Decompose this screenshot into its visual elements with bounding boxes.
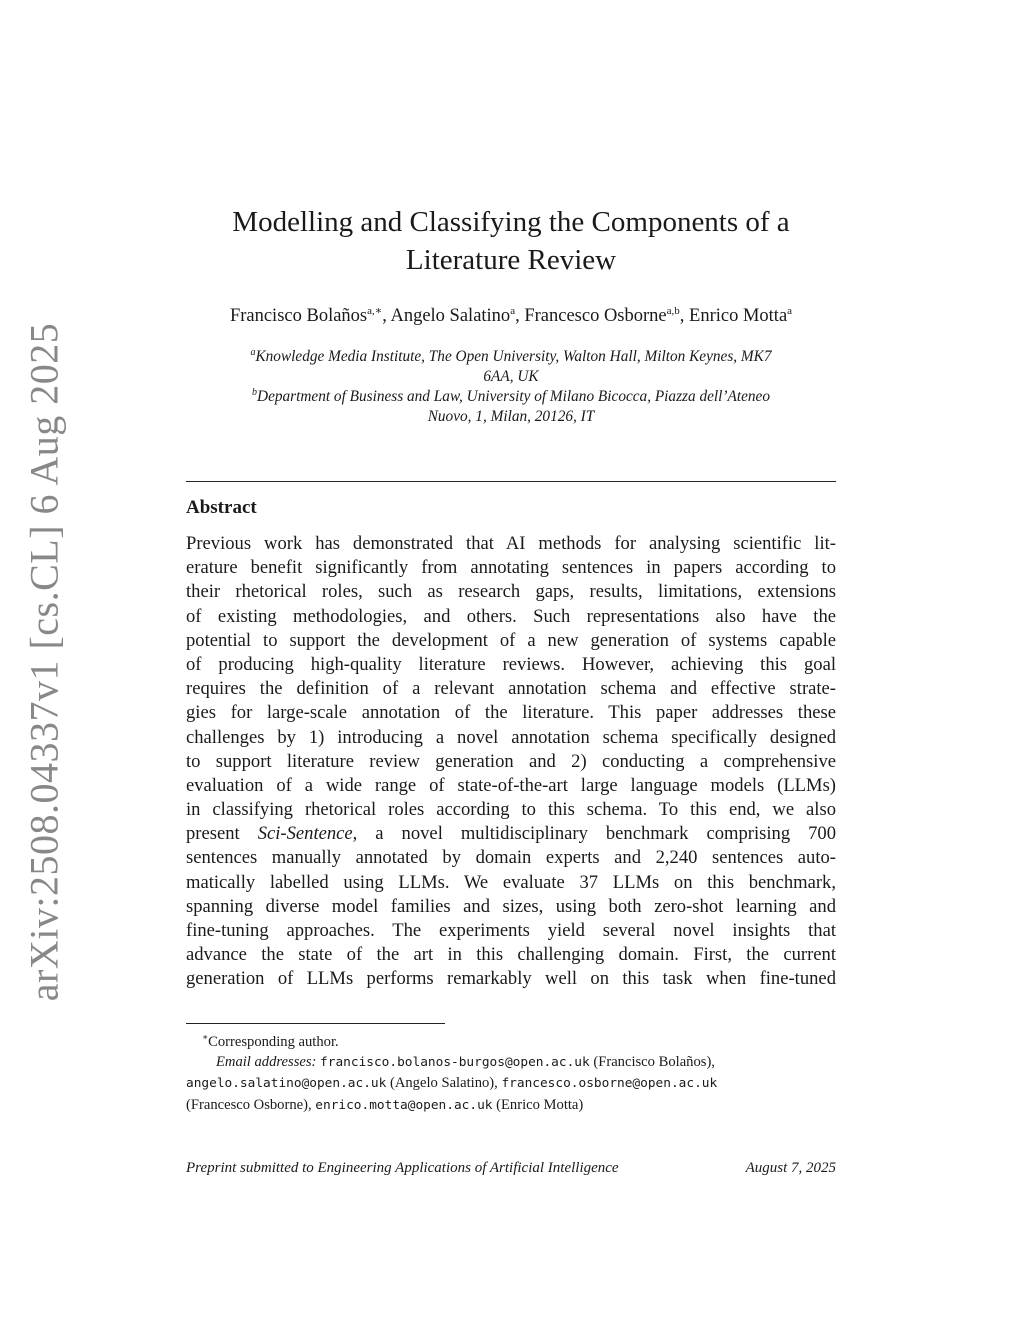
arxiv-identifier-stamp: arXiv:2508.04337v1 [cs.CL] 6 Aug 2025	[21, 322, 67, 1002]
abstract-line: in classifying rhetorical roles according to this schema. To this end, we also	[186, 799, 836, 821]
email-link[interactable]: francesco.osborne@open.ac.uk	[501, 1076, 718, 1092]
abstract-line: matically labelled using LLMs. We evaluate 37 LLMs on this benchmark,	[186, 871, 836, 893]
author-affiliation-mark: a,∗	[367, 305, 383, 317]
preprint-date: August 7, 2025	[745, 1160, 836, 1176]
email-link[interactable]: angelo.salatino@open.ac.uk	[186, 1076, 387, 1092]
abstract-line: gies for large-scale annotation of the literature. This paper addresses these	[186, 702, 836, 724]
email-owner: (Francisco Bolaños),	[593, 1054, 715, 1071]
abstract-line: advance the state of the art in this challenging domain. First, the current	[186, 944, 836, 966]
corresponding-author-note	[186, 1027, 836, 1052]
affiliation-line: Nuovo, 1, Milan, 20126, IT	[427, 407, 595, 425]
abstract-line: potential to support the development of a new generation of systems capable	[186, 629, 836, 651]
email-owner: (Angelo Salatino),	[389, 1075, 498, 1092]
email-link[interactable]: enrico.motta@open.ac.uk	[315, 1097, 493, 1113]
author-affiliation-mark: a,b	[666, 305, 680, 317]
author-affiliation-mark: a	[510, 305, 516, 317]
affiliation-mark: a	[250, 347, 256, 358]
affiliation-mark: b	[252, 387, 258, 398]
abstract-body	[186, 532, 836, 992]
affiliation-line: 6AA, UK	[483, 367, 539, 385]
abstract-line: sentences manually annotated by domain experts and 2,240 sentences auto-	[186, 847, 836, 869]
abstract-line: their rhetorical roles, such as research gaps, results, limitations, extensions	[186, 581, 836, 603]
title-line: Modelling and Classifying the Components of a	[232, 206, 790, 238]
abstract-line: erature benefit significantly from annotating sentences in papers according to	[186, 557, 836, 579]
author-name: Francisco Bolaños	[229, 306, 368, 327]
abstract-line: of existing methodologies, and others. Such representations also have the	[186, 605, 836, 627]
author-separator: ,	[515, 306, 525, 327]
author-affiliation-mark: a	[787, 305, 793, 317]
abstract-line: spanning diverse model families and sizes, using both zero-shot learning and	[186, 895, 836, 917]
author-name: Francesco Osborne	[524, 306, 667, 327]
corresponding-text: Corresponding author.	[208, 1033, 339, 1050]
footnote-rule	[186, 1023, 445, 1024]
emphasized-term: Sci-Sentence	[257, 823, 353, 845]
affiliation-line: Department of Business and Law, University of Milano Bicocca, Piazza dell’Ateneo	[257, 388, 770, 406]
preprint-note: Preprint submitted to Engineering Applications of Artificial Intelligence	[186, 1160, 619, 1176]
author-separator: ,	[382, 306, 391, 327]
email-owner: (Enrico Motta)	[496, 1096, 584, 1113]
abstract-line: challenges by 1) introducing a novel annotation schema specifically designed	[186, 726, 836, 748]
abstract-line: present Sci-Sentence, a novel multidisciplinary benchmark comprising 700	[186, 823, 836, 845]
affiliation-line: Knowledge Media Institute, The Open University, Walton Hall, Milton Keynes, MK7	[255, 348, 772, 366]
footnotes	[186, 1027, 836, 1116]
abstract-line: Previous work has demonstrated that AI methods for analysing scientific lit-	[186, 533, 836, 554]
email-line	[186, 1095, 836, 1116]
abstract-line: generation of LLMs performs remarkably well on this task when fine-tuned	[186, 968, 836, 990]
corresponding-mark: ∗	[202, 1032, 209, 1042]
abstract-line: to support literature review generation and 2) conducting a comprehensive	[186, 750, 836, 772]
abstract-top-rule	[186, 481, 836, 482]
email-owner: (Francesco Osborne),	[186, 1096, 312, 1113]
author-name: Angelo Salatino	[390, 306, 511, 327]
abstract-line: fine-tuning approaches. The experiments yield several novel insights that	[186, 920, 836, 941]
page-footer	[186, 1160, 836, 1177]
title-line: Literature Review	[405, 244, 617, 276]
email-line	[186, 1052, 836, 1073]
author-name: Enrico Motta	[689, 306, 788, 327]
abstract-line: requires the definition of a relevant annotation schema and effective strate-	[186, 678, 836, 700]
author-list	[186, 304, 836, 327]
paper-title	[186, 203, 836, 279]
email-line	[186, 1073, 836, 1094]
abstract-line: evaluation of a wide range of state-of-the-art large language models (LLMs)	[186, 774, 836, 796]
author-separator: ,	[679, 306, 690, 327]
email-label: Email addresses:	[216, 1054, 317, 1071]
affiliation-b	[186, 383, 836, 426]
email-link[interactable]: francisco.bolanos-burgos@open.ac.uk	[320, 1055, 590, 1071]
affiliation-a	[186, 343, 836, 386]
abstract-heading: Abstract	[186, 497, 257, 518]
abstract-line: of producing high-quality literature reviews. However, achieving this goal	[186, 653, 836, 675]
